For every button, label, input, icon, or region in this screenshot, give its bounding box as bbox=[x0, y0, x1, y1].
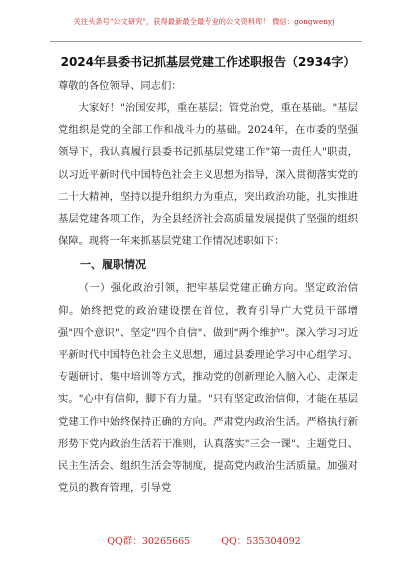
footer-contacts bbox=[0, 533, 408, 547]
document-title: 2024年县委书记抓基层党建工作述职报告（2934字） bbox=[60, 55, 356, 69]
footer-qq: QQ：535304092 bbox=[221, 536, 301, 547]
section-heading-1: 一、履职情况 bbox=[80, 258, 146, 272]
header-divider bbox=[50, 41, 362, 42]
header-banner: 关注头条号"公文研究"，获得最新最全最专业的公文资料库！ 微信：gongwenyj bbox=[73, 17, 335, 26]
document-body bbox=[58, 53, 358, 499]
salutation: 尊敬的各位领导、同志们： bbox=[58, 80, 182, 92]
section1-paragraph: （一）强化政治引领，把牢基层党建正确方向。坚定政治信仰。始终把党的政治建设摆在首位，教育引导广大党员干部增强"四个意识"、坚定"四个自信"、做到"两个维护"。深入学习习近平新时代中国特色社会主义思想，通过县委理论学习中心组学习、专题研讨、集中培训等方式，推动党的创新理论入脑入心、走深走实。"心中有信仰，脚下有力量。"只有坚定政治信仰，才能在基层党建工作中始终保持正确的方向。严肃党内政治生活。严格执行新形势下党内政治生活若干准则，认真落实"三会一课"、主题党日、民主生活会、组织生活会等制度，提高党内政治生活质量。加强对党员的教育管理，引导党 bbox=[58, 282, 358, 495]
footer-qq-group: QQ群：30265665 bbox=[107, 536, 191, 547]
intro-paragraph: 大家好！"治国安邦，重在基层；管党治党，重在基础。"基层党组织是党的全部工作和战斗力的基础。2024年，在市委的坚强领导下，我认真履行县委书记抓基层党建工作"第一责任人"职责，以习近平新时代中国特色社会主义思想为指导，深入贯彻落实党的二十大精神，坚持以提升组织力为重点，突出政治功能，扎实推进基层党建各项工作，为全县经济社会高质量发展提供了坚强的组织保障。现将一年来抓基层党建工作情况述职如下： bbox=[58, 102, 358, 248]
